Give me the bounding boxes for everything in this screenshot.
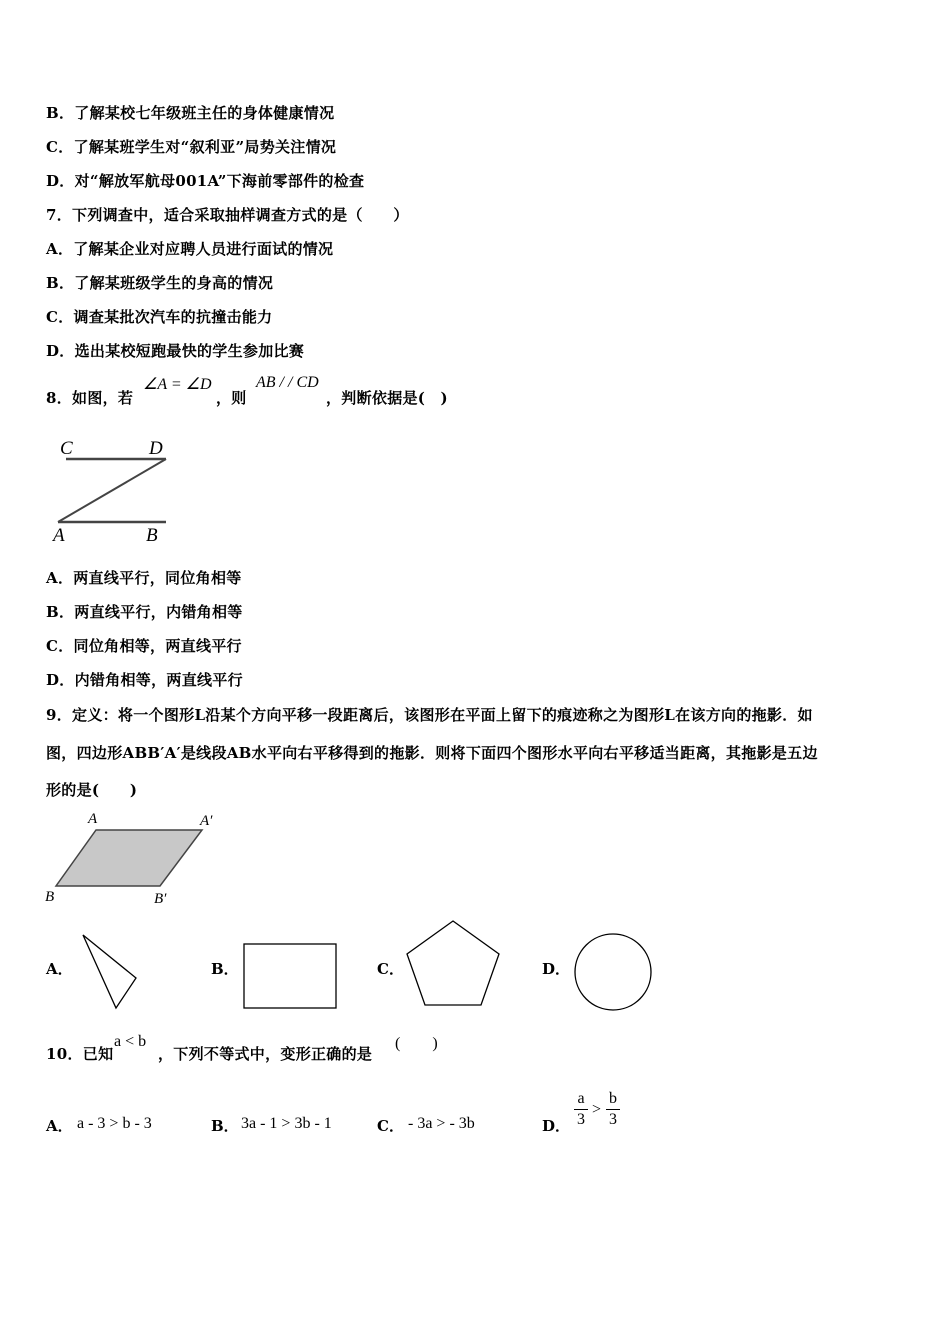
q7-stem: 7．下列调查中，适合采取抽样调查方式的是（ ） bbox=[46, 206, 409, 224]
q9-stem-line1: 9．定义：将一个图形L沿某个方向平移一段距离后，该图形在平面上留下的痕迹称之为图形L在该方向的拖影．如 bbox=[46, 706, 813, 724]
q10-option-d-label: D． bbox=[542, 1117, 571, 1135]
label-a: A bbox=[88, 811, 98, 827]
q10-option-d-operator: > bbox=[592, 1101, 602, 1118]
label-b: B bbox=[146, 525, 158, 546]
q6-option-b: B．了解某校七年级班主任的身体健康情况 bbox=[46, 104, 335, 122]
q10-stem-prefix: 10．已知 bbox=[46, 1045, 114, 1063]
q10-option-d-left-fraction bbox=[574, 1090, 588, 1129]
q9-option-c-pentagon bbox=[403, 918, 503, 1010]
q9-option-d-circle bbox=[570, 930, 656, 1014]
q8-stem-suffix: ，判断依据是( ) bbox=[326, 389, 448, 407]
q9-option-a-label: A． bbox=[46, 960, 73, 978]
label-a: A bbox=[53, 525, 65, 546]
q10-option-c: - 3a > - 3b bbox=[408, 1115, 475, 1132]
q7-option-c: C．调查某批次汽车的抗撞击能力 bbox=[46, 308, 273, 326]
q9-stem-line2: 图，四边形ABB′A′是线段AB水平向右平移得到的拖影．则将下面四个图形水平向右平移适当距离，其拖影是五边 bbox=[46, 744, 818, 762]
label-b: B bbox=[45, 889, 55, 905]
q10-option-c-label: C． bbox=[377, 1117, 404, 1135]
q9-option-d-label: D． bbox=[542, 960, 571, 978]
q10-option-b-label: B． bbox=[211, 1117, 239, 1135]
q7-option-d: D．选出某校短跑最快的学生参加比赛 bbox=[46, 342, 305, 360]
label-b-prime: B′ bbox=[154, 891, 167, 907]
q7-option-a: A．了解某企业对应聘人员进行面试的情况 bbox=[46, 240, 334, 258]
q7-option-b: B．了解某班级学生的身高的情况 bbox=[46, 274, 274, 292]
q10-option-b: 3a - 1 > 3b - 1 bbox=[241, 1115, 332, 1132]
label-c: C bbox=[60, 438, 73, 459]
line-ad bbox=[58, 459, 166, 522]
q8-stem-mid: ，则 bbox=[216, 389, 247, 407]
q10-stem-suffix: ，下列不等式中，变形正确的是 bbox=[158, 1045, 373, 1063]
label-d: D bbox=[149, 438, 163, 459]
q9-figure bbox=[40, 806, 230, 911]
q9-option-a-triangle bbox=[78, 930, 143, 1012]
q8-option-d: D．内错角相等，两直线平行 bbox=[46, 671, 243, 689]
q10-option-a-label: A． bbox=[46, 1117, 73, 1135]
q10-condition: a < b bbox=[114, 1033, 147, 1050]
q9-option-b-label: B． bbox=[211, 960, 239, 978]
q10-option-a: a - 3 > b - 3 bbox=[77, 1115, 152, 1132]
q8-option-a: A．两直线平行，同位角相等 bbox=[46, 569, 242, 587]
q8-option-b: B．两直线平行，内错角相等 bbox=[46, 603, 243, 621]
numerator: b bbox=[609, 1090, 617, 1107]
q9-option-c-label: C． bbox=[377, 960, 404, 978]
q9-option-b-rectangle bbox=[240, 940, 340, 1012]
q6-option-c: C．了解某班学生对“叙利亚”局势关注情况 bbox=[46, 138, 337, 156]
q8-stem-prefix: 8．如图，若 bbox=[46, 389, 134, 407]
q8-condition: ∠A = ∠D bbox=[143, 376, 212, 393]
q6-option-d: D．对“解放军航母001A”下海前零部件的检查 bbox=[46, 172, 365, 190]
numerator: a bbox=[577, 1090, 585, 1107]
denominator: 3 bbox=[609, 1111, 617, 1128]
label-a-prime: A′ bbox=[200, 813, 213, 829]
q8-figure bbox=[48, 432, 178, 547]
parallelogram-abba bbox=[56, 830, 202, 886]
q10-paren: ( ) bbox=[395, 1035, 438, 1052]
denominator: 3 bbox=[577, 1111, 585, 1128]
q9-stem-line3: 形的是( ) bbox=[46, 781, 138, 799]
q10-option-d-right-fraction bbox=[606, 1090, 620, 1129]
q8-option-c: C．同位角相等，两直线平行 bbox=[46, 637, 242, 655]
q8-conclusion: AB / / CD bbox=[256, 374, 319, 391]
